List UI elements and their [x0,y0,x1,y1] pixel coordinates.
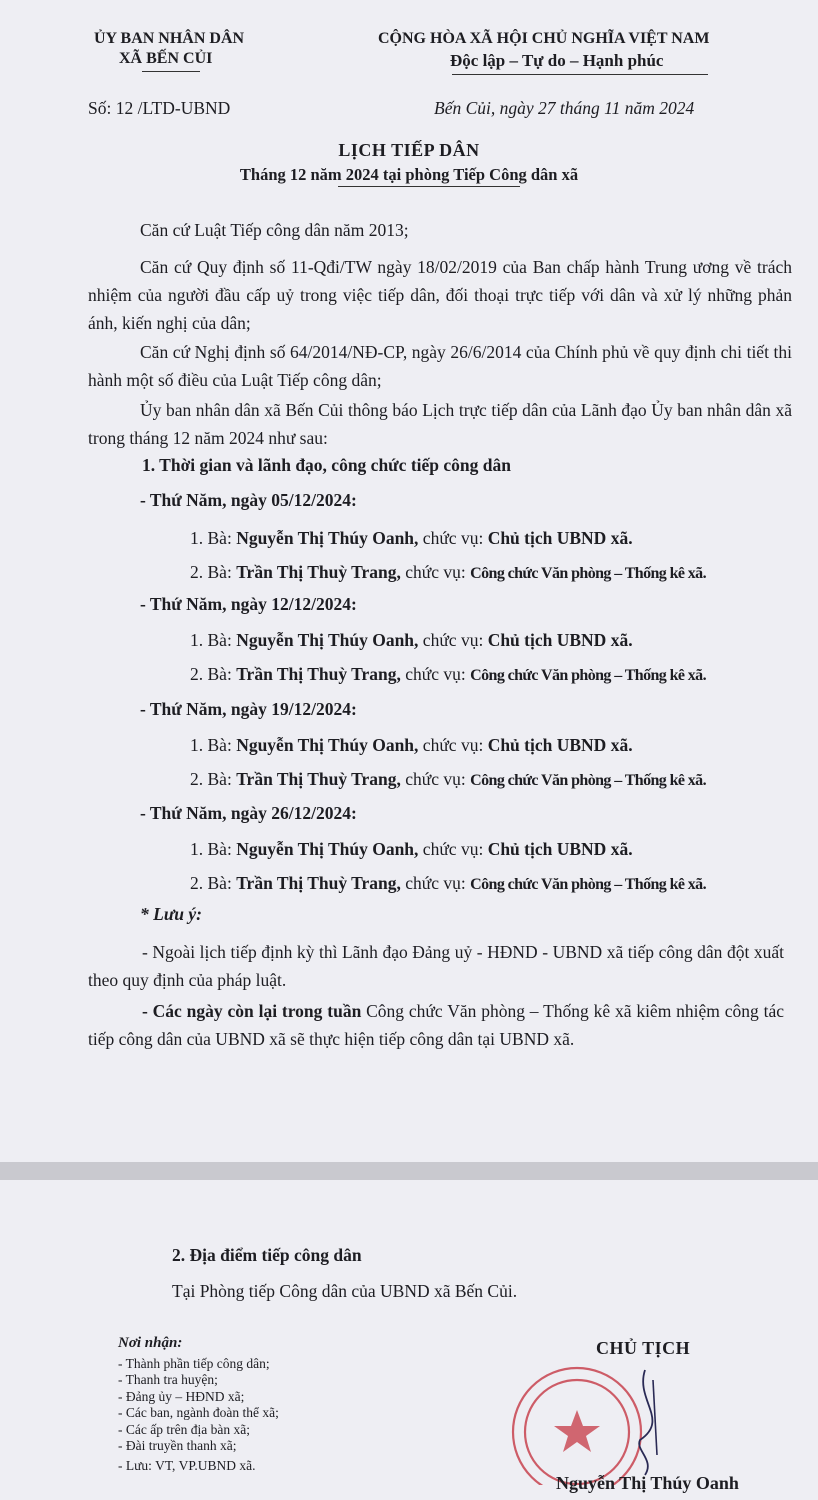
note-item-1: - Ngoài lịch tiếp định kỳ thì Lãnh đạo Đảng uỷ - HĐND - UBND xã tiếp công dân đột xuất theo quy định của pháp luật. [88,942,784,990]
header-right-underline [452,74,708,75]
schedule-person: 1. Bà: Nguyễn Thị Thúy Oanh, chức vụ: Chủ tịch UBND xã. [190,630,633,650]
schedule-person: 2. Bà: Trần Thị Thuỳ Trang, chức vụ: Công chức Văn phòng – Thống kê xã. [190,769,706,789]
signer-name: Nguyễn Thị Thúy Oanh [556,1473,739,1493]
schedule-day: - Thứ Năm, ngày 05/12/2024: [140,490,357,510]
person-name: Trần Thị Thuỳ Trang, [236,664,401,684]
schedule-person: 2. Bà: Trần Thị Thuỳ Trang, chức vụ: Công chức Văn phòng – Thống kê xã. [190,562,706,582]
person-name: Trần Thị Thuỳ Trang, [236,873,401,893]
person-role: Chủ tịch UBND xã. [487,839,633,859]
section-1-title: 1. Thời gian và lãnh đạo, công chức tiếp công dân [142,455,511,475]
legal-basis-3: Căn cứ Nghị định số 64/2014/NĐ-CP, ngày 26/6/2014 của Chính phủ về quy định chi tiết thi hành một số điều của Luật Tiếp công dân; [88,342,792,390]
document-number: Số: 12 /LTD-UBND [88,98,231,118]
person-role: Công chức Văn phòng – Thống kê xã. [470,667,706,684]
recipients-list [118,1356,279,1475]
legal-basis-1: Căn cứ Luật Tiếp công dân năm 2013; [140,220,409,240]
list-item: - Lưu: VT, VP.UBND xã. [118,1458,256,1474]
schedule-person: 2. Bà: Trần Thị Thuỳ Trang, chức vụ: Công chức Văn phòng – Thống kê xã. [190,873,706,893]
person-role: Công chức Văn phòng – Thống kê xã. [470,772,706,789]
schedule-person: 1. Bà: Nguyễn Thị Thúy Oanh, chức vụ: Chủ tịch UBND xã. [190,735,633,755]
signer-title: CHỦ TỊCH [596,1338,691,1358]
official-stamp-icon [495,1360,665,1485]
org-name: ỦY BAN NHÂN DÂN [94,30,245,47]
document-title: LỊCH TIẾP DÂN [338,140,480,160]
list-item: - Thành phần tiếp công dân; [118,1356,270,1371]
list-item: - Các ấp trên địa bàn xã; [118,1421,250,1437]
document-subtitle: Tháng 12 năm 2024 tại phòng Tiếp Công dân xã [239,165,579,184]
schedule-day: - Thứ Năm, ngày 26/12/2024: [140,803,357,823]
list-item: - Đảng ủy – HĐND xã; [118,1388,245,1404]
note-item-2: - Các ngày còn lại trong tuần Công chức Văn phòng – Thống kê xã kiêm nhiệm công tác tiếp công dân của UBND xã sẽ thực hiện tiếp công dân tại UBND xã. [88,1001,784,1049]
person-name: Trần Thị Thuỳ Trang, [236,562,401,582]
title-underline [338,186,520,187]
note-label: * Lưu ý: [140,904,203,924]
person-name: Nguyễn Thị Thúy Oanh, [236,528,419,548]
section-2-text: Tại Phòng tiếp Công dân của UBND xã Bến Củi. [172,1281,518,1301]
person-role: Chủ tịch UBND xã. [487,528,633,548]
schedule-person: 1. Bà: Nguyễn Thị Thúy Oanh, chức vụ: Chủ tịch UBND xã. [190,528,633,548]
document-page-2 [0,1180,818,1500]
person-name: Trần Thị Thuỳ Trang, [236,769,401,789]
national-motto: Độc lập – Tự do – Hạnh phúc [450,51,664,70]
recipients-label: Nơi nhận: [118,1335,183,1351]
schedule-person: 2. Bà: Trần Thị Thuỳ Trang, chức vụ: Công chức Văn phòng – Thống kê xã. [190,664,706,684]
place-date: Bến Củi, ngày 27 tháng 11 năm 2024 [434,98,695,118]
schedule-day: - Thứ Năm, ngày 12/12/2024: [140,594,357,614]
legal-basis-2: Căn cứ Quy định số 11-Qđi/TW ngày 18/02/2019 của Ban chấp hành Trung ương về trách nhiệm của người đầu cấp uỷ trong việc tiếp dân, đối thoại trực tiếp với dân và xử lý những phản ánh, kiến nghị của dân; [88,257,792,333]
schedule-day: - Thứ Năm, ngày 19/12/2024: [140,699,357,719]
schedule-person: 1. Bà: Nguyễn Thị Thúy Oanh, chức vụ: Chủ tịch UBND xã. [190,839,633,859]
person-role: Chủ tịch UBND xã. [487,735,633,755]
national-title: CỘNG HÒA XÃ HỘI CHỦ NGHĨA VIỆT NAM [378,30,710,47]
section-2-title: 2. Địa điểm tiếp công dân [172,1245,362,1265]
person-role: Chủ tịch UBND xã. [487,630,633,650]
person-role: Công chức Văn phòng – Thống kê xã. [470,565,706,582]
person-name: Nguyễn Thị Thúy Oanh, [236,735,419,755]
person-role: Công chức Văn phòng – Thống kê xã. [470,876,706,893]
list-item: - Các ban, ngành đoàn thể xã; [118,1405,279,1421]
header-left-underline [142,71,200,72]
commune-name: XÃ BẾN CỦI [119,50,213,67]
person-name: Nguyễn Thị Thúy Oanh, [236,839,419,859]
announcement-paragraph: Ủy ban nhân dân xã Bến Củi thông báo Lịch trực tiếp dân của Lãnh đạo Ủy ban nhân dân xã trong tháng 12 năm 2024 như sau: [88,400,792,448]
list-item: - Thanh tra huyện; [118,1372,218,1388]
person-name: Nguyễn Thị Thúy Oanh, [236,630,419,650]
list-item: - Đài truyền thanh xã; [118,1438,237,1454]
